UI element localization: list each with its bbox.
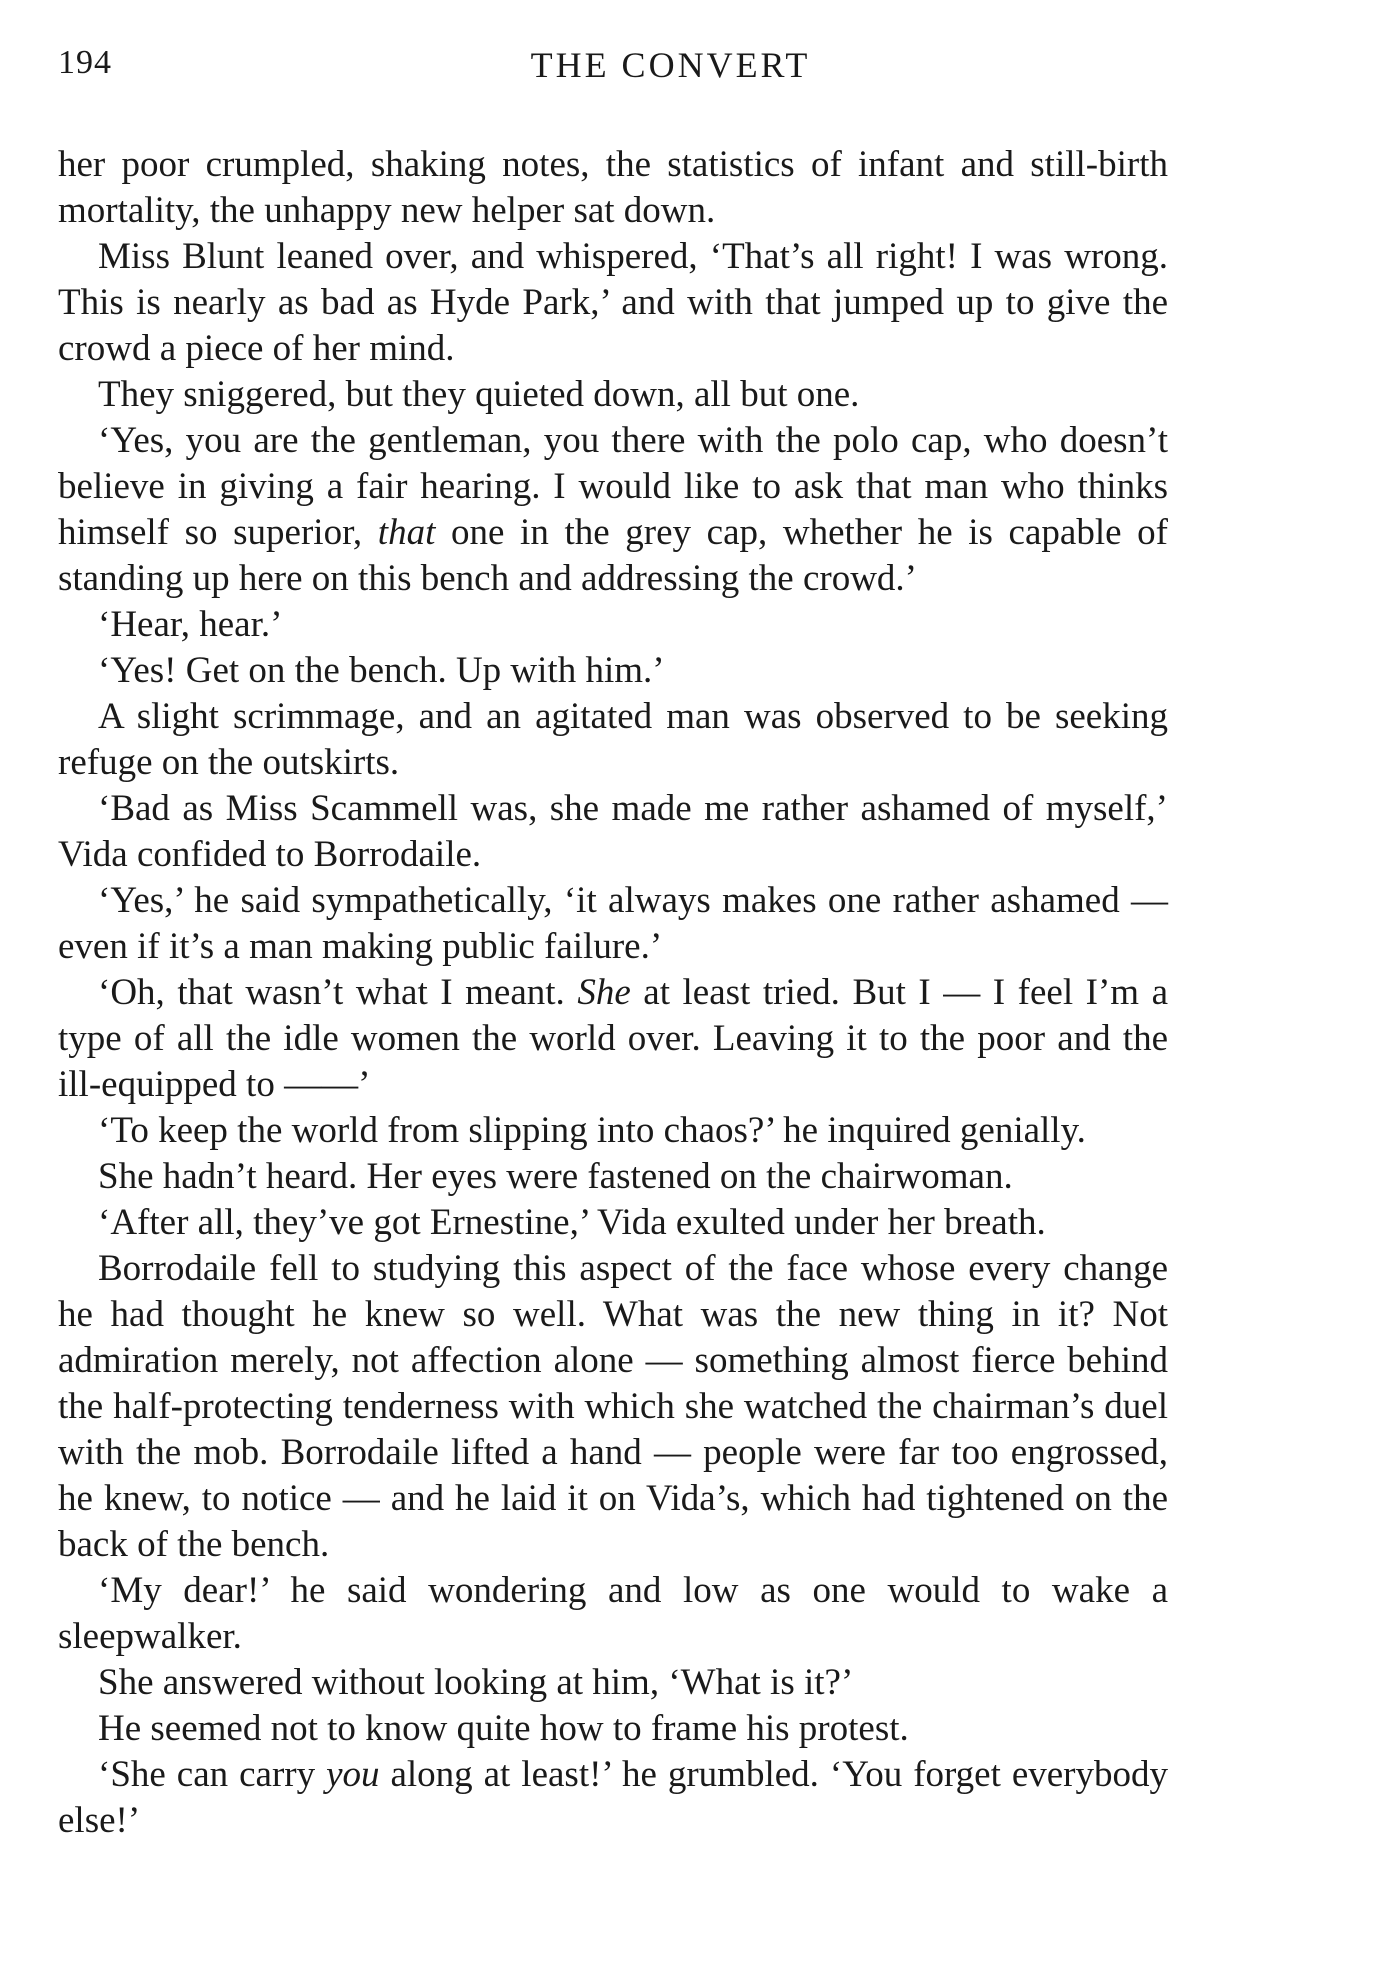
paragraph: ‘Bad as Miss Scammell was, she made me rather ashamed of myself,’ Vida confided to Borrodaile. — [58, 788, 1168, 875]
page-header — [58, 44, 1173, 94]
paragraph: She answered without looking at him, ‘What is it?’ — [98, 1662, 854, 1703]
paragraph: A slight scrimmage, and an agitated man was observed to be seeking refuge on the outskirts. — [58, 696, 1168, 783]
paragraph: ‘She can carry you along at least!’ he grumbled. ‘You forget everybody else!’ — [58, 1754, 1168, 1841]
emphasis: you — [326, 1754, 380, 1795]
emphasis: that — [377, 512, 436, 553]
paragraph: Miss Blunt leaned over, and whispered, ‘That’s all right! I was wrong. This is nearly as bad as Hyde Park,’ and with that jumped up to give the crowd a piece of her mind. — [58, 236, 1168, 369]
paragraph: ‘Yes,’ he said sympathetically, ‘it always makes one rather ashamed — even if it’s a man making public failure.’ — [58, 880, 1168, 967]
body-text — [58, 142, 1168, 1844]
paragraph: ‘My dear!’ he said wondering and low as one would to wake a sleepwalker. — [58, 1570, 1168, 1657]
paragraph: She hadn’t heard. Her eyes were fastened on the chairwoman. — [98, 1156, 1013, 1197]
paragraph: ‘Oh, that wasn’t what I meant. She at least tried. But I — I feel I’m a type of all the idle women the world over. Leaving it to the poor and the ill-equipped to ——’ — [58, 972, 1168, 1105]
emphasis: She — [577, 972, 631, 1013]
running-title: THE CONVERT — [530, 45, 811, 85]
paragraph: They sniggered, but they quieted down, all but one. — [98, 374, 860, 415]
paragraph: He seemed not to know quite how to frame his protest. — [98, 1708, 909, 1749]
page-number: 194 — [58, 44, 112, 81]
paragraph: ‘Yes! Get on the bench. Up with him.’ — [98, 650, 665, 691]
paragraph: ‘After all, they’ve got Ernestine,’ Vida exulted under her breath. — [98, 1202, 1046, 1243]
paragraph: her poor crumpled, shaking notes, the statistics of infant and still-birth mortality, the unhappy new helper sat down. — [58, 144, 1168, 231]
paragraph: ‘To keep the world from slipping into chaos?’ he inquired genially. — [98, 1110, 1086, 1151]
paragraph: ‘Hear, hear.’ — [98, 604, 283, 645]
paragraph: Borrodaile fell to studying this aspect of the face whose every change he had thought he knew so well. What was the new thing in it? Not admiration merely, not affection alone — something almost fierce behind the half-protecting tenderness with which she watched the chairman’s duel with the mob. Borrodaile lifted a hand — people were far too engrossed, he knew, to notice — and he laid it on Vida’s, which had tightened on the back of the bench. — [58, 1248, 1168, 1565]
paragraph: ‘Yes, you are the gentleman, you there with the polo cap, who doesn’t believe in giving a fair hearing. I would like to ask that man who thinks himself so superior, that one in the grey cap, whether he is capable of standing up here on this bench and addressing the crowd.’ — [58, 420, 1168, 599]
